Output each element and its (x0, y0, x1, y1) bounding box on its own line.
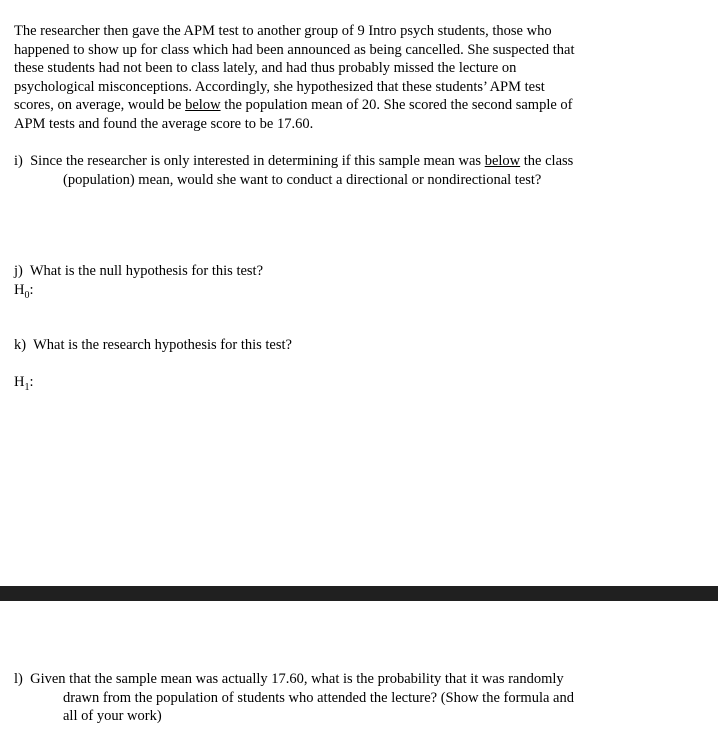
question-i-line-1 (14, 152, 702, 171)
question-l-line-2: drawn from the population of students who attended the lecture? (Show the formula and (63, 689, 574, 706)
paragraph-line (14, 96, 702, 115)
paragraph-text: scores, on average, would be (14, 97, 186, 113)
hypothesis-subscript: 1 (24, 381, 30, 393)
question-k-prompt: k) What is the research hypothesis for this test? (14, 337, 292, 353)
hypothesis-symbol: H (14, 281, 25, 298)
page-break-bar (0, 586, 718, 601)
hypothesis-colon: : (29, 374, 34, 390)
question-l-line-1: l) Given that the sample mean was actually 17.60, what is the probability that it was randomly (14, 671, 564, 687)
paragraph-line: these students had not been to class lately, and had thus probably missed the lecture on (14, 60, 517, 76)
paragraph-line: The researcher then gave the APM test to another group of 9 Intro psych students, those who (14, 23, 552, 39)
question-k (14, 336, 702, 392)
question-text: the class (520, 153, 574, 169)
paragraph-line: happened to show up for class which had been announced as being cancelled. She suspected that (14, 41, 575, 58)
question-j (14, 262, 702, 299)
paragraph-line: psychological misconceptions. Accordingly, she hypothesized that these students’ APM test (14, 78, 545, 95)
question-l-line-3: all of your work) (63, 708, 162, 724)
question-text: i) Since the researcher is only interested in determining if this sample mean was (14, 153, 485, 169)
paragraph-line: APM tests and found the average score to be 17.60. (14, 115, 314, 132)
research-hypothesis-label (14, 373, 702, 392)
underlined-word-below: below (484, 153, 521, 169)
intro-paragraph (14, 22, 702, 133)
question-j-prompt: j) What is the null hypothesis for this test? (14, 263, 264, 279)
hypothesis-colon: : (29, 281, 34, 298)
paragraph-text: the population mean of 20. She scored the second sample of (220, 97, 573, 113)
hypothesis-symbol: H (14, 374, 25, 390)
underlined-word-below: below (185, 97, 221, 113)
question-i-line-2: (population) mean, would she want to conduct a directional or nondirectional test? (63, 171, 542, 188)
question-i (14, 152, 702, 189)
null-hypothesis-label (14, 281, 702, 300)
question-l (14, 670, 702, 726)
hypothesis-subscript: 0 (24, 289, 30, 301)
